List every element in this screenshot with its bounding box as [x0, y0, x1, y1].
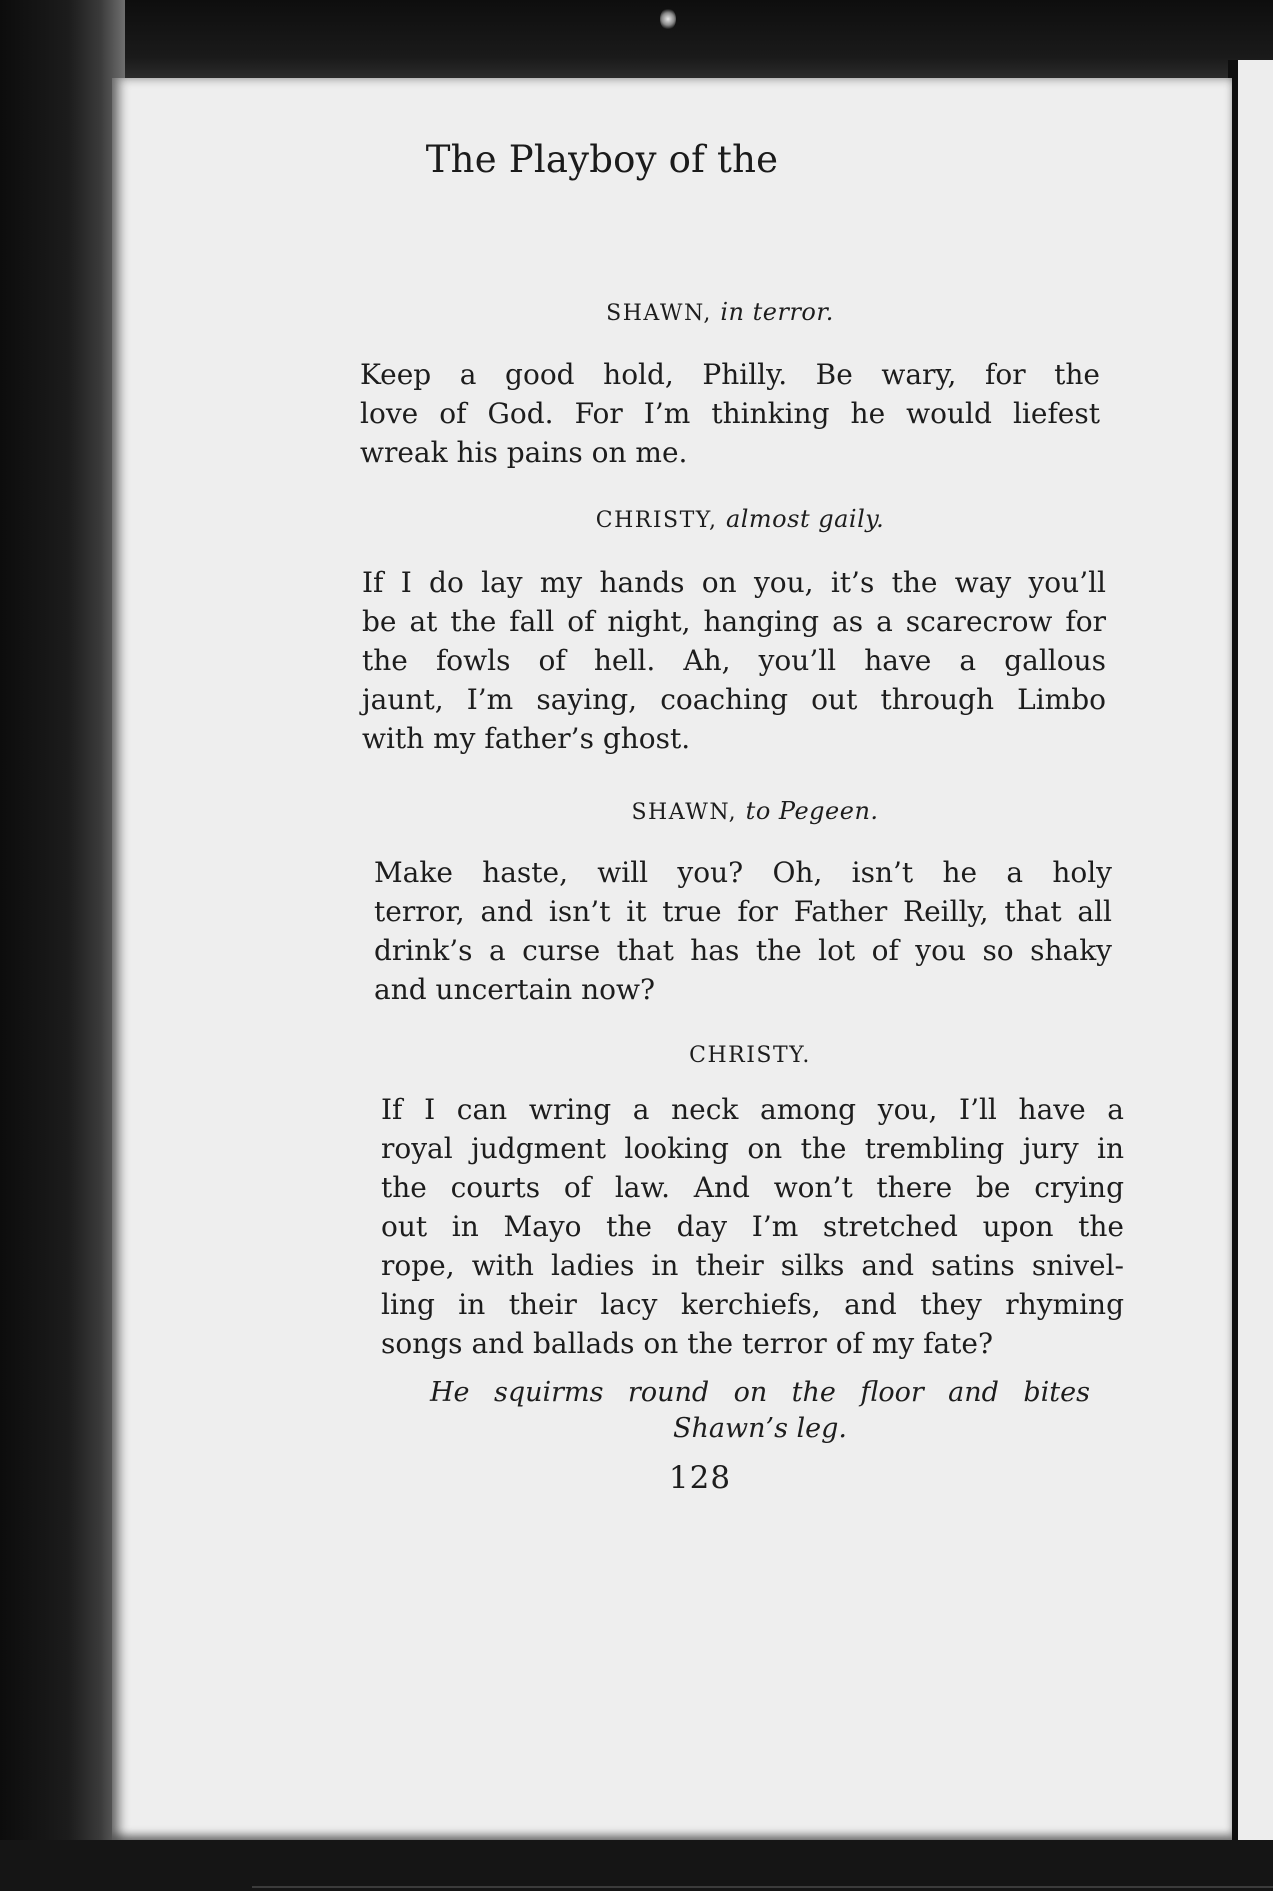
speech-line: drink’s a curse that has the lot of you so shaky: [374, 934, 1112, 967]
stage-direction-line: Shawn’s leg.: [673, 1413, 847, 1444]
speech-line: Keep a good hold, Philly. Be wary, for the: [360, 358, 1100, 391]
speech-block: [362, 563, 1106, 758]
page-bottom-edge-line: [252, 1886, 1273, 1888]
speech-line: rope, with ladies in their silks and satins snivel-: [381, 1249, 1124, 1282]
left-book-edge: [0, 0, 125, 1891]
speech-line: royal judgment looking on the trembling jury in: [381, 1132, 1124, 1165]
speech-line: the courts of law. And won’t there be crying: [381, 1171, 1124, 1204]
speaker-heading: [670, 1043, 830, 1068]
speech-line: jaunt, I’m saying, coaching out through Limbo: [362, 683, 1106, 716]
speaker-heading: [560, 505, 920, 533]
speech-line: Make haste, will you? Oh, isn’t he a holy: [374, 856, 1112, 889]
speaker-direction: to Pegeen.: [745, 797, 879, 825]
speaker-name: CHRISTY.: [689, 1043, 811, 1068]
top-book-edge: [0, 0, 1273, 82]
speaker-heading: [550, 298, 890, 326]
stage-direction-line: He squirms round on the floor and bites: [430, 1377, 1090, 1408]
speech-block: [374, 853, 1112, 1009]
speech-line: out in Mayo the day I’m stretched upon the: [381, 1210, 1124, 1243]
speech-block: [360, 355, 1100, 472]
speaker-direction: almost gaily.: [725, 505, 885, 533]
running-head: The Playboy of the: [425, 138, 779, 181]
speaker-name: SHAWN,: [631, 800, 738, 825]
speech-line: songs and ballads on the terror of my fate?: [381, 1327, 993, 1360]
speech-line: be at the fall of night, hanging as a scarecrow for: [362, 605, 1106, 638]
adjacent-page-edge: [1228, 60, 1273, 1840]
speaker-direction: in terror.: [720, 298, 834, 326]
speech-line: wreak his pains on me.: [360, 436, 688, 469]
speech-line: ling in their lacy kerchiefs, and they rhyming: [381, 1288, 1124, 1321]
stage-direction: [430, 1375, 1090, 1447]
page-number: 128: [668, 1460, 732, 1496]
speaker-name: CHRISTY,: [595, 508, 718, 533]
camera-glare: [660, 8, 676, 30]
speech-line: and uncertain now?: [374, 973, 655, 1006]
speech-line: If I do lay my hands on you, it’s the way you’ll: [362, 566, 1106, 599]
speech-line: the fowls of hell. Ah, you’ll have a gallous: [362, 644, 1106, 677]
bottom-book-edge: [0, 1840, 1273, 1891]
speech-line: with my father’s ghost.: [362, 722, 691, 755]
speech-line: If I can wring a neck among you, I’ll have a: [381, 1093, 1124, 1126]
speech-line: love of God. For I’m thinking he would liefest: [360, 397, 1100, 430]
speech-block: [381, 1090, 1124, 1363]
speaker-heading: [610, 797, 900, 825]
speaker-name: SHAWN,: [606, 301, 712, 326]
speech-line: terror, and isn’t it true for Father Reilly, that all: [374, 895, 1112, 928]
